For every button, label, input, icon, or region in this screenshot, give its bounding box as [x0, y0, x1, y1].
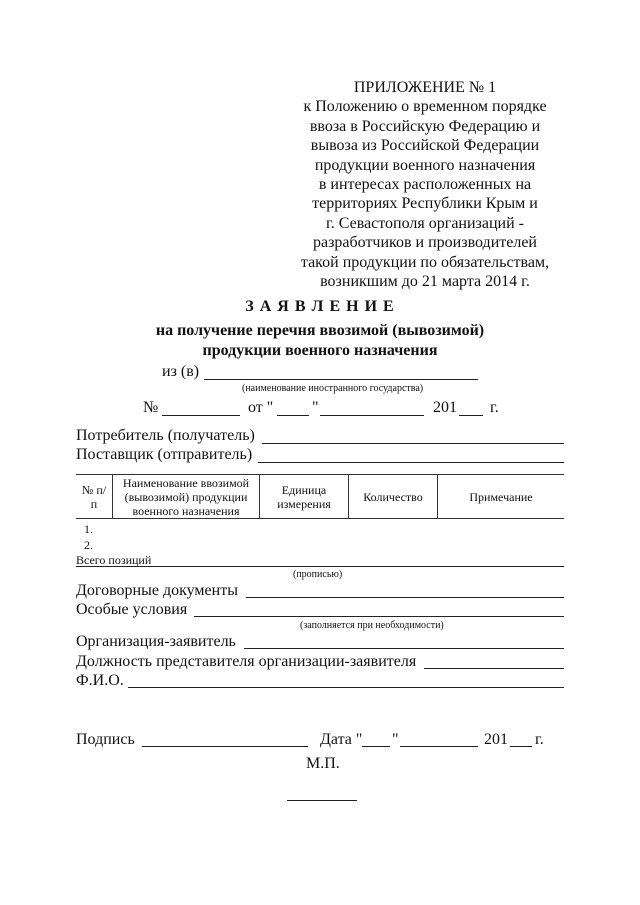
header-name: Наименование ввозимой (вывозимой) продукции военного назначения — [113, 475, 260, 519]
stamp-divider — [287, 800, 357, 801]
sign-month-field[interactable] — [400, 746, 478, 747]
table-row-2: 2. — [84, 538, 93, 552]
date-quote-close: " — [312, 399, 319, 416]
supplier-label: Поставщик (отправитель) — [76, 446, 253, 463]
total-hint: (прописью) — [293, 569, 343, 580]
contract-field[interactable] — [246, 597, 564, 598]
header-unit: Единица измерения — [260, 475, 349, 519]
sign-year-suffix: г. — [535, 731, 544, 748]
number-label: № — [143, 399, 159, 416]
year-field[interactable] — [459, 415, 483, 416]
position-label: Должность представителя организации-заявителя — [76, 653, 417, 670]
header-num: № п/п — [76, 475, 113, 519]
sign-year-label: 201 — [484, 731, 508, 748]
appendix-line: такой продукции по обязательствам, — [300, 253, 550, 271]
appendix-heading: ПРИЛОЖЕНИЕ № 1 — [353, 79, 497, 96]
day-field[interactable] — [277, 415, 309, 416]
document-subtitle-line-2: продукции военного назначения — [202, 342, 438, 359]
conditions-label: Особые условия — [76, 601, 188, 618]
document-title: З А Я В Л Е Н И Е — [245, 298, 395, 315]
appendix-line: территориях Республики Крым и — [312, 195, 538, 213]
conditions-field[interactable] — [194, 616, 564, 617]
appendix-line: продукции военного назначения — [314, 156, 536, 174]
stamp-label: М.П. — [306, 755, 340, 772]
header-note: Примечание — [438, 475, 565, 519]
signature-label: Подпись — [76, 731, 135, 748]
number-field[interactable] — [162, 415, 240, 416]
consumer-label: Потребитель (получатель) — [76, 427, 255, 444]
document-subtitle-line-1: на получение перечня ввозимой (вывозимой) — [155, 322, 485, 339]
appendix-line: возникшим до 21 марта 2014 г. — [320, 273, 530, 291]
appendix-line: к Положению о временном порядке — [303, 98, 547, 116]
table-row-1: 1. — [84, 522, 93, 536]
sign-day-field[interactable] — [362, 746, 390, 747]
sign-date-quote-close: " — [392, 731, 399, 748]
total-label: Всего позиций — [76, 553, 152, 567]
appendix-line: ввоза в Российскую Федерацию и — [309, 117, 541, 135]
sign-date-label: Дата " — [320, 731, 363, 748]
conditions-hint: (заполняется при необходимости) — [300, 620, 444, 631]
contract-label: Договорные документы — [76, 582, 238, 599]
sign-year-field[interactable] — [510, 746, 532, 747]
applicant-label: Организация-заявитель — [76, 633, 236, 650]
fio-field[interactable] — [128, 687, 564, 688]
table-header-row — [76, 475, 564, 519]
appendix-line: вывоза из Российской Федерации — [310, 137, 540, 155]
header-qty: Количество — [349, 475, 438, 519]
consumer-field[interactable] — [262, 443, 564, 444]
from-label: из (в) — [162, 363, 200, 380]
applicant-field[interactable] — [244, 648, 564, 649]
year-label: 201 — [433, 399, 457, 416]
appendix-block — [295, 78, 555, 291]
country-field[interactable] — [204, 379, 478, 380]
country-hint: (наименование иностранного государства) — [242, 383, 424, 394]
total-field[interactable] — [76, 566, 564, 567]
appendix-line: в интересах расположенных на — [318, 176, 532, 194]
supplier-field[interactable] — [258, 462, 564, 463]
appendix-line: разработчиков и производителей — [312, 234, 537, 252]
goods-table — [76, 474, 564, 519]
signature-field[interactable] — [142, 746, 308, 747]
appendix-line: г. Севастополя организаций - — [326, 214, 524, 232]
fio-label: Ф.И.О. — [76, 672, 124, 689]
position-field[interactable] — [424, 668, 564, 669]
month-field[interactable] — [320, 415, 424, 416]
date-from-label: от " — [248, 399, 274, 416]
year-suffix: г. — [490, 399, 499, 416]
